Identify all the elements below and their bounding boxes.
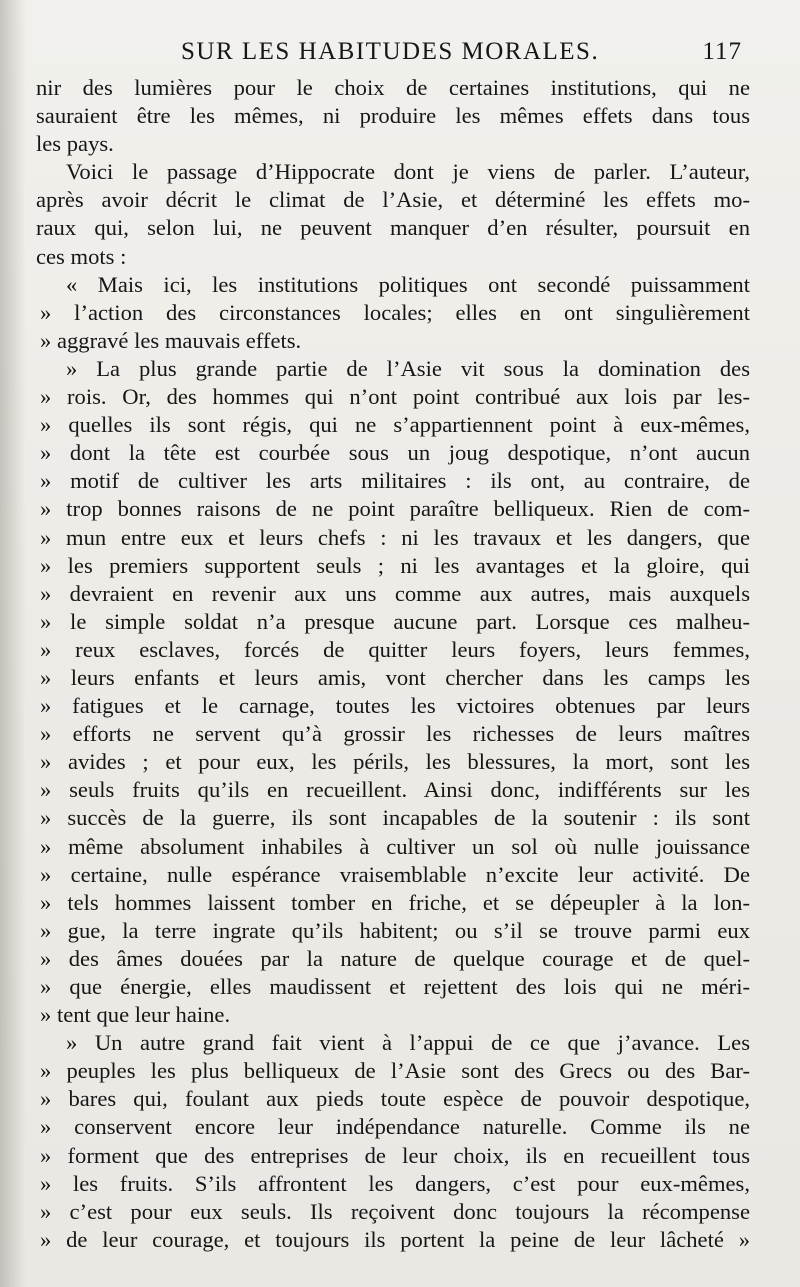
text-line: » les fruits. S’ils affrontent les dangers, c’est pour eux-mêmes, <box>40 1170 750 1196</box>
text-line: « Mais ici, les institutions politiques ont secondé puissamment <box>66 271 750 297</box>
text-line: » avides ; et pour eux, les périls, les blessures, la mort, sont les <box>40 749 750 775</box>
text-line: » le simple soldat n’a presque aucune part. Lorsque ces malheu- <box>40 608 750 634</box>
text-line: Voici le passage d’Hippocrate dont je viens de parler. L’auteur, <box>66 159 750 185</box>
text-line: » l’action des circonstances locales; elles en ont singulièrement <box>40 299 750 325</box>
text-line: » Un autre grand fait vient à l’appui de ce que j’avance. Les <box>66 1030 750 1056</box>
body-text <box>36 74 750 1254</box>
text-line: » efforts ne servent qu’à grossir les richesses de leurs maîtres <box>40 721 750 747</box>
text-line: » c’est pour eux seuls. Ils reçoivent donc toujours la récompense <box>40 1198 750 1224</box>
text-line: » dont la tête est courbée sous un joug despotique, n’ont aucun <box>40 440 750 466</box>
text-line: » même absolument inhabiles à cultiver un sol où nulle jouissance <box>40 833 750 859</box>
text-line: » rois. Or, des hommes qui n’ont point contribué aux lois par les- <box>40 384 750 410</box>
text-line: » bares qui, foulant aux pieds toute espèce de pouvoir despotique, <box>40 1086 750 1112</box>
text-line: » mun entre eux et leurs chefs : ni les travaux et les dangers, que <box>40 524 750 550</box>
text-line: » devraient en revenir aux uns comme aux autres, mais auxquels <box>40 580 750 606</box>
text-line: » peuples les plus belliqueux de l’Asie sont des Grecs ou des Bar- <box>40 1058 750 1084</box>
text-line: » fatigues et le carnage, toutes les victoires obtenues par leurs <box>40 693 750 719</box>
text-line: » aggravé les mauvais effets. <box>40 327 302 353</box>
text-line: » quelles ils sont régis, qui ne s’appartiennent point à eux-mêmes, <box>40 412 750 438</box>
text-line: » conservent encore leur indépendance naturelle. Comme ils ne <box>40 1114 750 1140</box>
text-line: » certaine, nulle espérance vraisemblable n’excite leur activité. De <box>40 861 750 887</box>
text-line: nir des lumières pour le choix de certaines institutions, qui ne <box>36 75 750 100</box>
text-line: » gue, la terre ingrate qu’ils habitent; ou s’il se trouve parmi eux <box>40 917 750 943</box>
page-number: 117 <box>702 38 742 65</box>
text-line: raux qui, selon lui, ne peuvent manquer d’en résulter, poursuit en <box>36 215 750 241</box>
text-line: » forment que des entreprises de leur choix, ils en recueillent tous <box>40 1142 750 1168</box>
text-line: » succès de la guerre, ils sont incapables de la soutenir : ils sont <box>40 805 750 831</box>
text-line: » motif de cultiver les arts militaires : ils ont, au contraire, de <box>40 468 750 494</box>
text-line: » des âmes douées par la nature de quelque courage et de quel- <box>40 945 750 971</box>
text-line: après avoir décrit le climat de l’Asie, et déterminé les effets mo- <box>36 187 750 213</box>
page-header <box>36 38 750 72</box>
running-head: SUR LES HABITUDES MORALES. <box>181 38 600 65</box>
text-line: ces mots : <box>36 243 127 269</box>
text-line: » tels hommes laissent tomber en friche, et se dépeupler à la lon- <box>40 889 750 915</box>
text-line: sauraient être les mêmes, ni produire les mêmes effets dans tous <box>36 103 750 129</box>
binding-shadow <box>0 0 26 1287</box>
text-line: les pays. <box>36 131 114 157</box>
text-line: » seuls fruits qu’ils en recueillent. Ainsi donc, indifférents sur les <box>40 777 750 803</box>
text-line: » La plus grande partie de l’Asie vit sous la domination des <box>66 355 750 381</box>
text-line: » trop bonnes raisons de ne point paraître belliqueux. Rien de com- <box>40 496 750 522</box>
text-line: » de leur courage, et toujours ils portent la peine de leur lâcheté » <box>40 1226 750 1252</box>
text-line: » que énergie, elles maudissent et rejettent des lois qui ne méri- <box>40 974 750 999</box>
text-line: » tent que leur haine. <box>40 1002 231 1028</box>
text-line: » reux esclaves, forcés de quitter leurs foyers, leurs femmes, <box>40 636 750 662</box>
text-line: » leurs enfants et leurs amis, vont chercher dans les camps les <box>40 664 750 690</box>
text-line: » les premiers supportent seuls ; ni les avantages et la gloire, qui <box>40 552 750 578</box>
